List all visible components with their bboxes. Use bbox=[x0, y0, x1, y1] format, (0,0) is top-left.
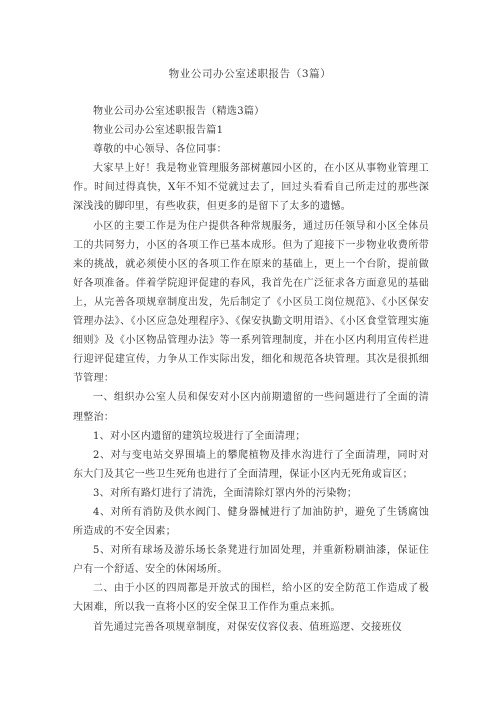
list-item-5: 5、对所有球场及游乐场长条凳进行加固处理，并重新粉刷油漆，保证住户有一个舒适、安全的休闲场所。 bbox=[73, 545, 429, 576]
document-title: 物业公司办公室述职报告（3篇） bbox=[168, 68, 332, 80]
document-body bbox=[73, 102, 429, 637]
subtitle: 物业公司办公室述职报告（精选3篇） bbox=[93, 106, 265, 117]
list-item-4: 4、对所有消防及供水阀门、健身器械进行了加油防护，避免了生锈腐蚀所造成的不安全因素； bbox=[73, 506, 429, 538]
list-item-1: 1、对小区内遗留的建筑垃圾进行了全面清理； bbox=[93, 430, 306, 442]
paragraph-closing: 首先通过完善各项规章制度，对保安仪容仪表、值班巡逻、交接班仪 bbox=[93, 621, 402, 633]
paragraph-main: 小区的主要工作是为住户提供各种常规服务，通过历任领导和小区全体员工的共同努力，小区的各项工作已基本成形。但为了迎接下一步物业收费所带来的挑战，就必须使小区的各项工作在原来的基础上，更上一个台阶，提前做好各项准备。伴着学院迎评促建的春风，我首先在广泛征求各方面意见的基础上，从完善各项规章制度出发，先后制定了《小区员工岗位规范》、《小区保安管理办法》、《小区应急处理程序》、《保安执勤文明用语》、《小区食堂管理实施细则》及《小区物品管理办法》等一系列管理制度，并在小区内利用宣传栏进行迎评促建宣传，力争从工作实际出发，细化和规范各块管理。其次是很抓细节管理： bbox=[73, 220, 429, 385]
salutation: 尊敬的中心领导、各位同事： bbox=[93, 144, 227, 156]
paragraph-intro: 大家早上好！我是物业管理服务部树蕙园小区的，在小区从事物业管理工作。时间过得真快，X年不知不觉就过去了，回过头看看自己所走过的那些深深浅浅的脚印里，有些收获，但更多的是留下了太多的遗憾。 bbox=[73, 163, 429, 213]
section-heading: 物业公司办公室述职报告篇1 bbox=[93, 125, 224, 137]
paragraph-list-heading-2: 二、由于小区的四周都是开放式的围栏，给小区的安全防范工作造成了极大困难，所以我一直将小区的安全保卫工作作为重点来抓。 bbox=[73, 583, 429, 614]
paragraph-list-heading-1: 一、组织办公室人员和保安对小区内前期遗留的一些问题进行了全面的清理整治： bbox=[73, 392, 429, 423]
list-item-2: 2、对与变电站交界围墙上的攀爬植物及排水沟进行了全面清理，同时对东大门及其它一些卫生死角也进行了全面清理，保证小区内无死角或盲区； bbox=[73, 449, 429, 480]
list-item-3: 3、对所有路灯进行了清洗，全面清除灯罩内外的污染物； bbox=[93, 487, 358, 499]
